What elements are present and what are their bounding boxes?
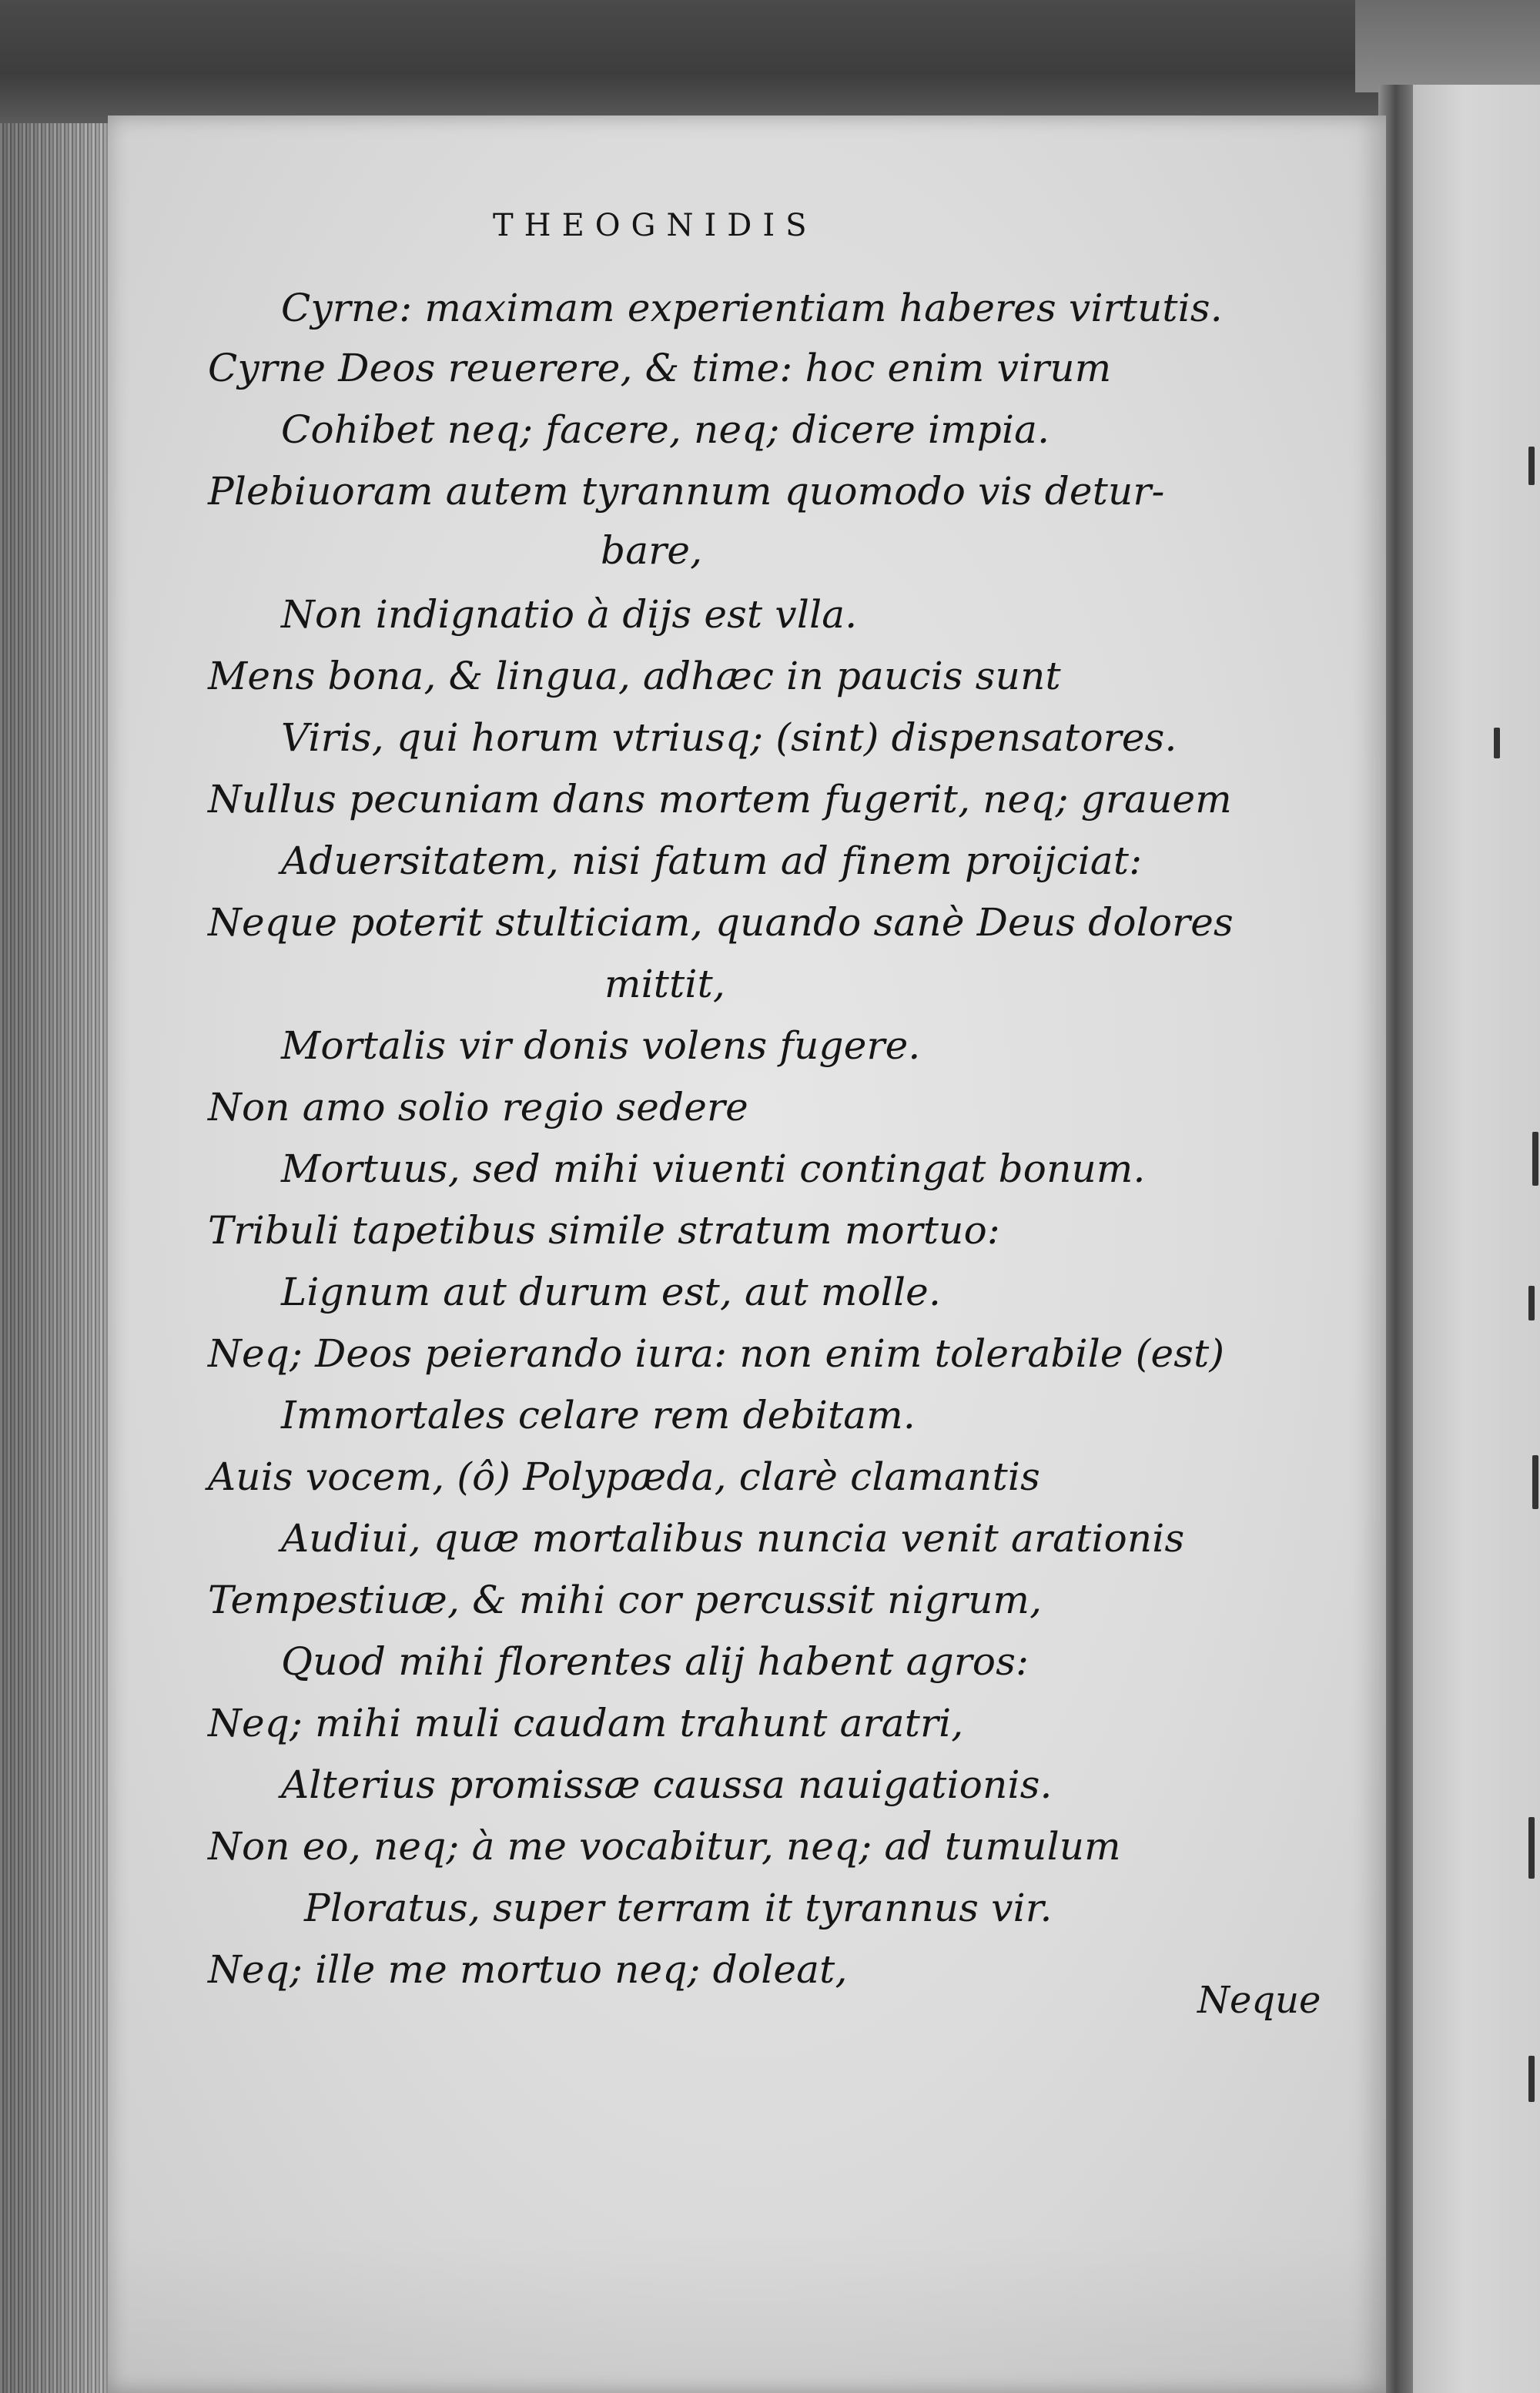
text-line: Non amo solio regio sedere xyxy=(208,1085,748,1130)
text-line: Nullus pecuniam dans mortem fugerit, neq; grauem xyxy=(208,777,1232,822)
text-line: Mens bona, & lingua, adhæc in paucis sunt xyxy=(208,654,1061,698)
page-bottom-shade xyxy=(108,2233,1386,2393)
text-line: Plebiuoram autem tyrannum quomodo vis detur- xyxy=(208,469,1165,514)
text-line: Cyrne: maximam experientiam haberes virtutis. xyxy=(281,286,1223,330)
text-line: Immortales celare rem debitam. xyxy=(281,1393,916,1437)
text-line: Non eo, neq; à me vocabitur, neq; ad tumulum xyxy=(208,1824,1121,1869)
facing-mark xyxy=(1532,1132,1538,1186)
text-line: Cyrne Deos reuerere, & time: hoc enim virum xyxy=(208,346,1112,390)
text-line: bare, xyxy=(601,528,703,573)
text-line: Neque poterit stulticiam, quando sanè Deus dolores xyxy=(208,900,1234,945)
facing-mark xyxy=(1494,728,1500,758)
text-line: mittit, xyxy=(604,962,725,1006)
facing-mark xyxy=(1528,1817,1535,1879)
facing-mark xyxy=(1528,447,1535,485)
text-line: Tempestiuæ, & mihi cor percussit nigrum, xyxy=(208,1578,1043,1622)
facing-mark xyxy=(1528,2056,1535,2102)
text-line: Audiui, quæ mortalibus nuncia venit arationis xyxy=(281,1516,1185,1561)
text-line: Neq; Deos peierando iura: non enim tolerabile (est) xyxy=(208,1331,1225,1376)
catchword: Neque xyxy=(1197,1979,1321,2022)
top-right-cover xyxy=(1355,0,1540,92)
text-line: Quod mihi florentes alij habent agros: xyxy=(281,1639,1029,1684)
text-line: Lignum aut durum est, aut molle. xyxy=(281,1270,942,1314)
facing-mark xyxy=(1528,1286,1535,1320)
text-line: Mortalis vir donis volens fugere. xyxy=(281,1023,921,1068)
book-page xyxy=(108,115,1386,2393)
running-head: THEOGNIDIS xyxy=(493,208,818,243)
text-line: Mortuus, sed mihi viuenti contingat bonum. xyxy=(281,1146,1146,1191)
facing-mark xyxy=(1532,1455,1538,1509)
text-line: Viris, qui horum vtriusq; (sint) dispensatores. xyxy=(281,715,1177,760)
text-line: Non indignatio à dijs est vlla. xyxy=(281,592,858,637)
text-line: Alterius promissæ caussa nauigationis. xyxy=(281,1762,1053,1807)
text-line: Neq; mihi muli caudam trahunt aratri, xyxy=(208,1701,964,1745)
text-line: Cohibet neq; facere, neq; dicere impia. xyxy=(281,407,1050,452)
text-line: Aduersitatem, nisi fatum ad finem proijciat: xyxy=(281,838,1143,883)
facing-page xyxy=(1413,85,1540,2393)
text-line: Auis vocem, (ô) Polypæda, clarè clamantis xyxy=(208,1454,1040,1499)
top-binding-strip xyxy=(0,0,1540,123)
text-line: Tribuli tapetibus simile stratum mortuo: xyxy=(208,1208,1000,1253)
text-line: Ploratus, super terram it tyrannus vir. xyxy=(304,1886,1053,1930)
page-edge-shadow xyxy=(0,123,116,2393)
text-line: Neq; ille me mortuo neq; doleat, xyxy=(208,1947,848,1992)
